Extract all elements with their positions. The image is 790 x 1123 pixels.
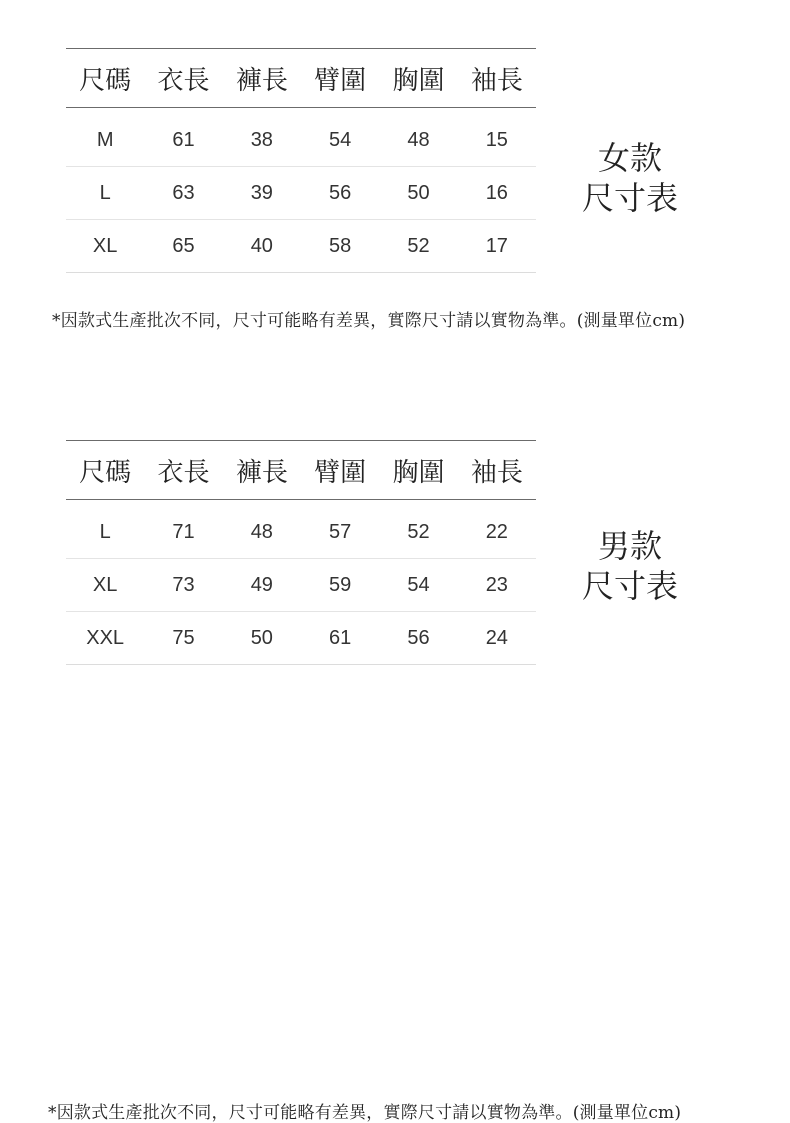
table-row xyxy=(66,108,536,167)
header-length: 衣長 xyxy=(144,49,222,108)
cell-sleeve: 15 xyxy=(458,108,536,167)
header-size: 尺碼 xyxy=(66,49,144,108)
cell-pants-length: 50 xyxy=(223,612,301,665)
cell-size: L xyxy=(66,500,144,559)
table-row xyxy=(66,167,536,220)
header-size: 尺碼 xyxy=(66,441,144,500)
cell-chest: 48 xyxy=(379,108,457,167)
header-length: 衣長 xyxy=(144,441,222,500)
table-header-row xyxy=(66,49,536,108)
size-disclaimer-note: *因款式生產批次不同，尺寸可能略有差異，實際尺寸請以實物為準。(測量單位cm) xyxy=(48,1103,682,1123)
cell-sleeve: 22 xyxy=(458,500,536,559)
cell-sleeve: 24 xyxy=(458,612,536,665)
cell-arm: 59 xyxy=(301,559,379,612)
header-chest: 胸圍 xyxy=(379,49,457,108)
women-size-chart-title xyxy=(570,138,690,218)
women-size-table xyxy=(66,48,536,273)
cell-sleeve: 23 xyxy=(458,559,536,612)
cell-arm: 61 xyxy=(301,612,379,665)
cell-chest: 52 xyxy=(379,500,457,559)
cell-arm: 57 xyxy=(301,500,379,559)
cell-size: L xyxy=(66,167,144,220)
table-row xyxy=(66,559,536,612)
cell-pants-length: 48 xyxy=(223,500,301,559)
header-arm: 臂圍 xyxy=(301,49,379,108)
table-row xyxy=(66,220,536,273)
cell-length: 71 xyxy=(144,500,222,559)
title-line-1: 女款 xyxy=(597,139,662,177)
cell-arm: 58 xyxy=(301,220,379,273)
cell-size: M xyxy=(66,108,144,167)
cell-length: 63 xyxy=(144,167,222,220)
table-header-row xyxy=(66,441,536,500)
header-pants-length: 褲長 xyxy=(223,441,301,500)
table-row xyxy=(66,612,536,665)
cell-pants-length: 38 xyxy=(223,108,301,167)
men-size-table xyxy=(66,440,536,665)
cell-length: 75 xyxy=(144,612,222,665)
size-disclaimer-note: *因款式生產批次不同，尺寸可能略有差異，實際尺寸請以實物為準。(測量單位cm) xyxy=(52,311,686,331)
cell-size: XL xyxy=(66,220,144,273)
cell-length: 65 xyxy=(144,220,222,273)
header-sleeve: 袖長 xyxy=(458,441,536,500)
cell-size: XXL xyxy=(66,612,144,665)
cell-pants-length: 39 xyxy=(223,167,301,220)
title-line-1: 男款 xyxy=(597,527,662,565)
cell-arm: 56 xyxy=(301,167,379,220)
title-line-2: 尺寸表 xyxy=(581,179,678,217)
table-row xyxy=(66,500,536,559)
cell-chest: 56 xyxy=(379,612,457,665)
cell-chest: 54 xyxy=(379,559,457,612)
cell-length: 73 xyxy=(144,559,222,612)
cell-size: XL xyxy=(66,559,144,612)
header-chest: 胸圍 xyxy=(379,441,457,500)
cell-chest: 50 xyxy=(379,167,457,220)
cell-sleeve: 16 xyxy=(458,167,536,220)
cell-pants-length: 49 xyxy=(223,559,301,612)
title-line-2: 尺寸表 xyxy=(581,567,678,605)
cell-arm: 54 xyxy=(301,108,379,167)
cell-chest: 52 xyxy=(379,220,457,273)
header-pants-length: 褲長 xyxy=(223,49,301,108)
cell-pants-length: 40 xyxy=(223,220,301,273)
header-sleeve: 袖長 xyxy=(458,49,536,108)
cell-sleeve: 17 xyxy=(458,220,536,273)
header-arm: 臂圍 xyxy=(301,441,379,500)
cell-length: 61 xyxy=(144,108,222,167)
men-size-chart-title xyxy=(570,526,690,606)
